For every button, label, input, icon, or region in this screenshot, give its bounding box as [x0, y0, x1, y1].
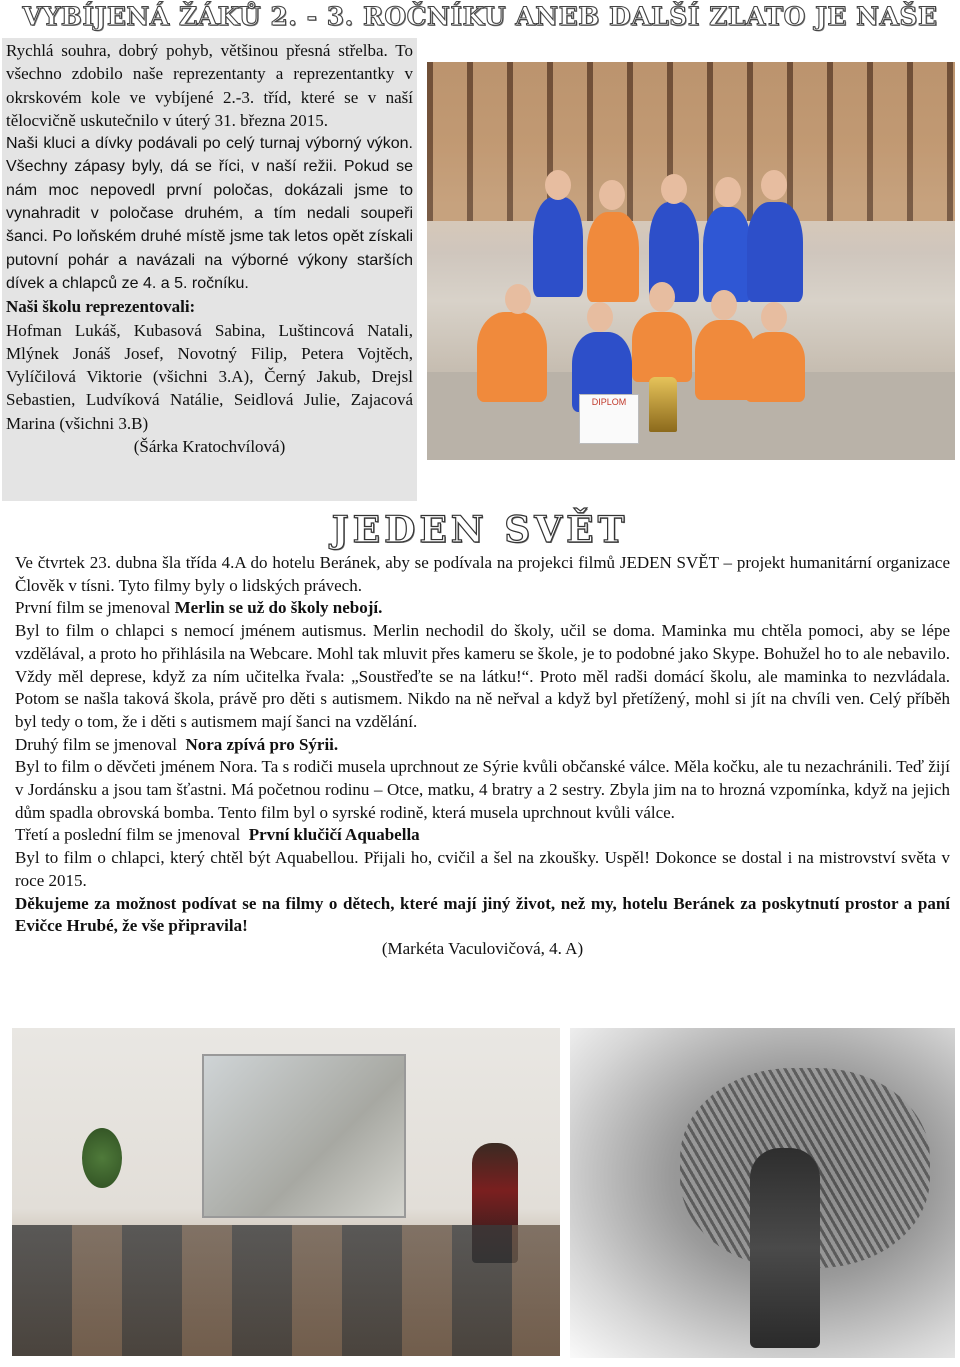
kid-head: [587, 302, 613, 332]
bw-photo-woman-with-bundle: [570, 1028, 955, 1358]
audience-chairs: [12, 1225, 560, 1356]
film2-heading: [15, 734, 950, 757]
film1-lead: První film se jmenoval: [15, 598, 175, 618]
team-list: Hofman Lukáš, Kubasová Sabina, Luštincová Natali, Mlýnek Jonáš Josef, Novotný Filip, Petera Vojtěch, Vylíčilová Viktorie (všichni 3.A), Černý Jakub, Drejsl Sebastien, Ludvíková Natálie, Seidlová Julie, Zajacová Marina (všichni 3.B): [6, 320, 413, 433]
kid-blue: [533, 197, 583, 297]
plant: [82, 1128, 122, 1188]
film3-title: První klučičí Aquabella: [248, 825, 420, 845]
team-photo: [427, 62, 955, 460]
thanks: [15, 893, 950, 938]
film3-heading: [15, 824, 950, 847]
sidebar-author: (Šárka Kratochvílová): [133, 437, 286, 457]
kid-head: [649, 282, 675, 312]
sidebar-paragraph-1: Rychlá souhra, dobrý pohyb, většinou přesná střelba. To všechno zdobilo naše reprezentanty a reprezentantky v okrskovém kole ve vybíjené 2.-3. tříd, které se v naší tělocvičně uskutečnilo v úterý 31. března 2015.: [6, 41, 413, 130]
film1-heading: [15, 597, 950, 620]
article-author: (Markéta Vaculovičová, 4. A): [381, 938, 584, 958]
article-jeden-svet: [15, 552, 950, 961]
thanks-text: Děkujeme za možnost podívat se na filmy o dětech, které mají jiný život, než my, hotelu Beránek za poskytnutí prostor a paní Evičce Hrubé, že vše připravila!: [15, 893, 950, 936]
diploma: DIPLOM: [579, 394, 639, 444]
article-intro: Ve čtvrtek 23. dubna šla třída 4.A do hotelu Beránek, aby se podívala na projekci filmů JEDEN SVĚT – projekt humanitární organizace Člověk v tísni. Tyto filmy byly o lidských právech.: [15, 553, 950, 595]
film2-lead: Druhý film se jmenoval: [15, 734, 186, 754]
kid-orange: [632, 312, 692, 382]
kid-blue: [747, 202, 803, 302]
kid-head: [505, 284, 531, 314]
sidebar-paragraph-2: Naši kluci a dívky podávali po celý turnaj výborný výkon. Všechny zápasy byly, dá se říci, v naší režii. Pokud se nám moc nepovedl první poločas, dokázali jsme to vynahradit v poločase druhém, a tím nedali soupeři šanci. Po loňském druhé místě jsme tak letos opět získali putovní pohár a navázali na výborné výkony starších dívek a chlapců ze 4. a 5. ročníku.: [6, 135, 413, 292]
kid-head: [661, 174, 687, 204]
gym-wall-bars: [427, 62, 955, 221]
kid-head: [711, 290, 737, 320]
kid-orange: [477, 312, 547, 402]
sidebar-article: [2, 38, 417, 501]
trophy-cup: [649, 377, 677, 432]
team-heading: [6, 295, 413, 318]
kid-head: [715, 177, 741, 207]
film2-title: Nora zpívá pro Sýrii.: [185, 734, 339, 754]
kid-head: [599, 180, 625, 210]
kid-orange: [745, 332, 805, 402]
kid-blue: [703, 207, 751, 302]
film3-lead: Třetí a poslední film se jmenoval: [15, 825, 249, 845]
film1-text: Byl to film o chlapci s nemocí jménem autismus. Merlin nechodil do školy, učil se doma. Maminka mu chtěla pomoci, aby se lépe vzdělával, a proto ho přihlásila na Webcare. Mohl tak mluvit přes kameru se škole, je to podobné jako Skype. Bohužel ho to ale nebavilo. Vždy měl deprese, když za ním učitelka řvala: „Soustřeďte se na látku!“. Proto měl radši domácí školu, ale maminka to nezvládala. Potom se našla taková škola, právě pro děti s autismem. Nikdo na ně neřval a když byl přetížený, mohl si jít na chvíli ven. Celý příběh byl tedy o tom, že i děti s autismem mají šanci na vzdělání.: [15, 621, 950, 731]
kid-orange: [587, 212, 639, 302]
woman-figure: [750, 1148, 820, 1348]
film3-text: Byl to film o chlapci, který chtěl být Aquabellou. Přijali ho, cvičil a šel na zkoušky. Uspěl! Dokonce se dostal i na mistrovství světa v roce 2015.: [15, 848, 950, 890]
section-title: JEDEN SVĚT: [331, 509, 629, 551]
projection-screen: [202, 1054, 406, 1218]
kid-head: [545, 170, 571, 200]
kid-head: [761, 170, 787, 200]
film2-text: Byl to film o děvčeti jménem Nora. Ta s rodiči musela uprchnout ze Sýrie kvůli občanské válce. Měla kočku, ale tu nezachránili. Teď žijí v Jordánsku a jsou tam šťastni. Má početnou rodinu – Otce, matku, 4 bratry a 2 sestry. Zbyla jim na to hrozná vzpomínka, když na jejich dům spadla obrovská bomba. Tento film byl o syrské rodině, která musela uprchnout kvůli válce.: [15, 757, 950, 822]
kid-head: [761, 302, 787, 332]
team-heading-text: Naši školu reprezentovali:: [6, 297, 196, 317]
film1-title: Merlin se už do školy nebojí.: [174, 598, 383, 618]
cinema-photo: [12, 1028, 560, 1356]
page-title: VYBÍJENÁ ŽÁKŮ 2. - 3. ROČNÍKU ANEB DALŠÍ ZLATO JE NAŠE: [22, 2, 938, 31]
